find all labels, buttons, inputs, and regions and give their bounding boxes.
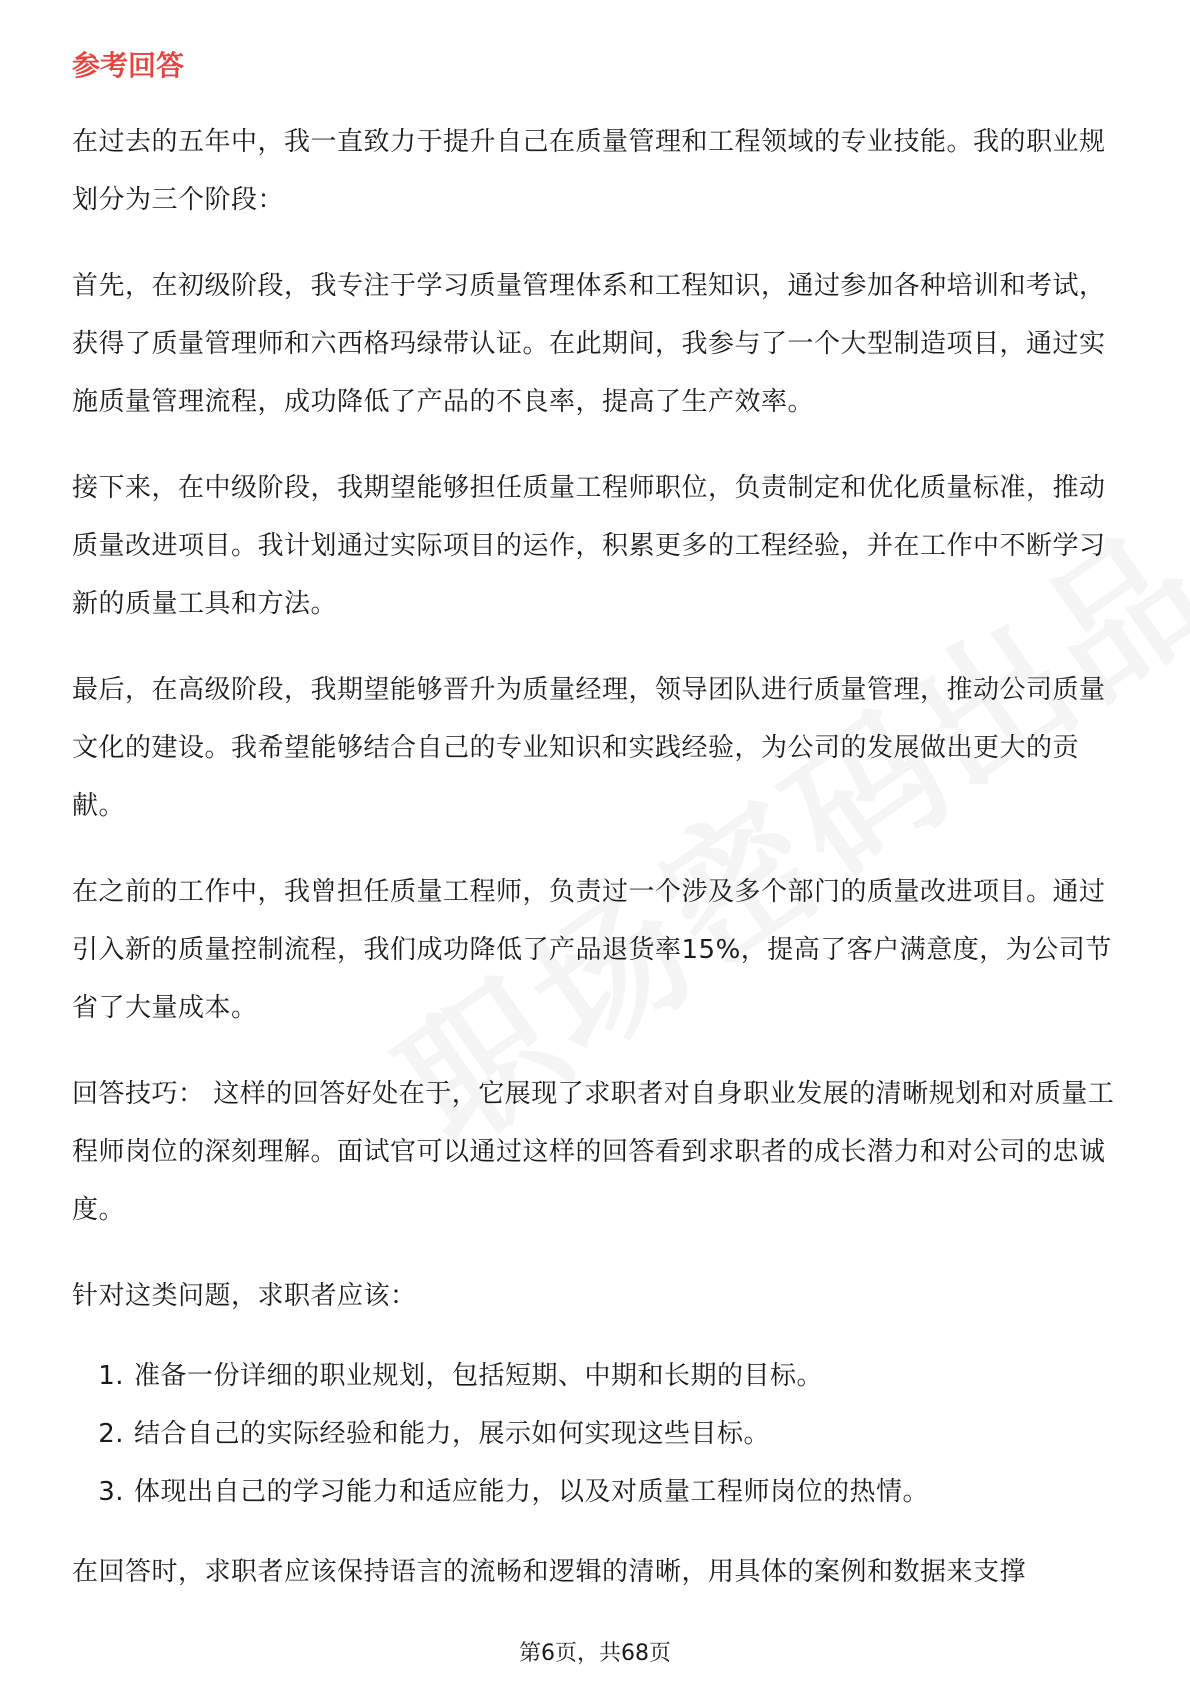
list-item-text: 准备一份详细的职业规划，包括短期、中期和长期的目标。 [134,1361,824,1392]
section-heading: 参考回答 [72,49,185,82]
list-item [72,1463,1122,1521]
paragraph-intro: 在过去的五年中，我一直致力于提升自己在质量管理和工程领域的专业技能。我的职业规划分为三个阶段： [72,127,1106,216]
paragraph-advice-lead: 针对这类问题，求职者应该： [72,1281,417,1312]
list-item [72,1405,1122,1463]
list-item-text: 结合自己的实际经验和能力，展示如何实现这些目标。 [134,1419,771,1450]
paragraph-stage-2: 接下来，在中级阶段，我期望能够担任质量工程师职位，负责制定和优化质量标准，推动质量改进项目。我计划通过实际项目的运作，积累更多的工程经验，并在工作中不断学习新的质量工具和方法。 [72,473,1106,620]
paragraph-tips: 回答技巧： 这样的回答好处在于，它展现了求职者对自身职业发展的清晰规划和对质量工程师岗位的深刻理解。面试官可以通过这样的回答看到求职者的成长潜力和对公司的忠诚度。 [72,1079,1115,1226]
paragraph-stage-1: 首先，在初级阶段，我专注于学习质量管理体系和工程知识，通过参加各种培训和考试，获得了质量管理师和六西格玛绿带认证。在此期间，我参与了一个大型制造项目，通过实施质量管理流程，成功降低了产品的不良率，提高了生产效率。 [72,271,1106,418]
list-item-number: 1. [98,1361,124,1392]
list-item-number: 2. [98,1419,124,1450]
list-item-text: 体现出自己的学习能力和适应能力，以及对质量工程师岗位的热情。 [134,1477,930,1508]
paragraph-closing: 在回答时，求职者应该保持语言的流畅和逻辑的清晰，用具体的案例和数据来支撑 [72,1557,1027,1588]
list-item-number: 3. [98,1477,124,1508]
list-item [72,1347,1122,1405]
paragraph-experience: 在之前的工作中，我曾担任质量工程师，负责过一个涉及多个部门的质量改进项目。通过引入新的质量控制流程，我们成功降低了产品退货率15%，提高了客户满意度，为公司节省了大量成本。 [72,877,1112,1024]
page-number: 第6页，共68页 [519,1641,671,1666]
document-page [72,46,1122,1629]
paragraph-stage-3: 最后，在高级阶段，我期望能够晋升为质量经理，领导团队进行质量管理，推动公司质量文化的建设。我希望能够结合自己的专业知识和实践经验，为公司的发展做出更大的贡献。 [72,675,1106,822]
advice-list [72,1347,1122,1521]
